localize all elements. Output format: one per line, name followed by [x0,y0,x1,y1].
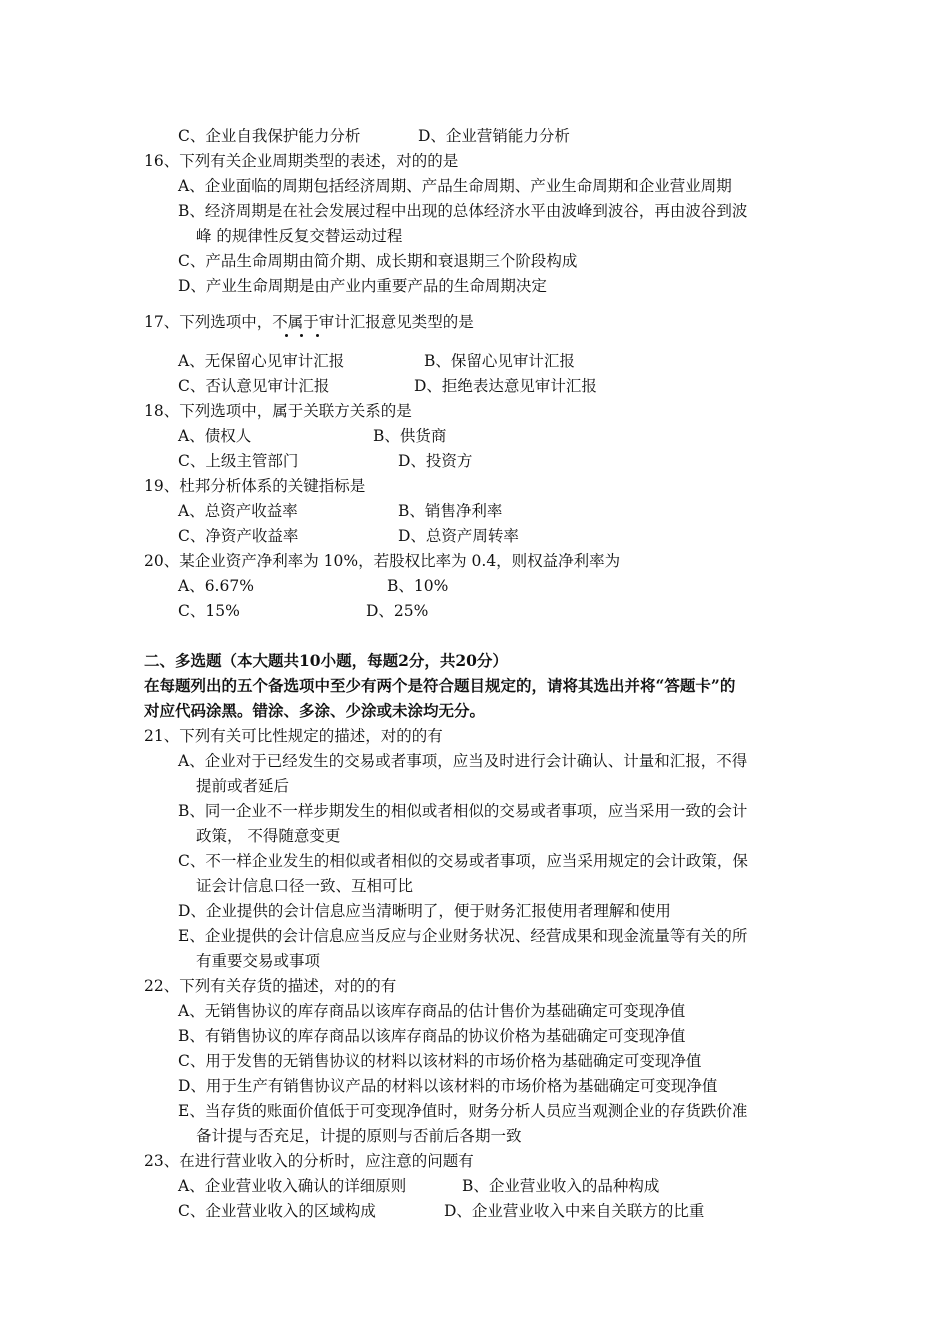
option-17b: B、保留心见审计汇报 [424,352,575,370]
option-16d: D、产业生命周期是由产业内重要产品的生命周期决定 [178,277,547,295]
section-instructions-line2: 对应代码涂黑。错涂、多涂、少涂或未涂均无分。 [144,701,486,720]
section-heading: 二、多选题（本大题共10小题，每题2分，共20分） [144,651,508,670]
option-22b: B、有销售协议的库存商品以该库存商品的协议价格为基础确定可变现净值 [178,1027,686,1045]
question-17-stem: 17、下列选项中，不属于审计汇报意见类型的是 [144,313,474,331]
question-19-stem: 19、杜邦分析体系的关键指标是 [144,477,366,495]
option-22c: C、用于发售的无销售协议的材料以该材料的市场价格为基础确定可变现净值 [178,1052,702,1070]
option-22e-line2: 备计提与否充足，计提的原则与否前后各期一致 [196,1127,522,1145]
option-15d: D、企业营销能力分析 [418,127,570,145]
option-20c: C、15% [178,602,240,620]
emphasis-dot [300,334,303,337]
option-19c: C、净资产收益率 [178,527,299,545]
option-22a: A、无销售协议的库存商品以该库存商品的估计售价为基础确定可变现净值 [178,1002,686,1020]
question-22-stem: 22、下列有关存货的描述，对的的有 [144,977,397,995]
option-15c: C、企业自我保护能力分析 [178,127,361,145]
question-21-stem: 21、下列有关可比性规定的描述，对的的有 [144,727,443,745]
option-23d: D、企业营业收入中来自关联方的比重 [444,1202,705,1220]
option-21e-line1: E、企业提供的会计信息应当反应与企业财务状况、经营成果和现金流量等有关的所 [178,927,748,945]
option-21c-line2: 证会计信息口径一致、互相可比 [196,877,414,895]
option-21d: D、企业提供的会计信息应当清晰明了，便于财务汇报使用者理解和使用 [178,902,671,920]
option-22d: D、用于生产有销售协议产品的材料以该材料的市场价格为基础确定可变现净值 [178,1077,718,1095]
option-23b: B、企业营业收入的品种构成 [462,1177,660,1195]
option-17c: C、否认意见审计汇报 [178,377,330,395]
option-22e-line1: E、当存货的账面价值低于可变现净值时，财务分析人员应当观测企业的存货跌价准 [178,1102,748,1120]
option-21e-line2: 有重要交易或事项 [196,952,321,970]
option-20d: D、25% [366,602,429,620]
option-19d: D、总资产周转率 [398,527,519,545]
option-21b-line1: B、同一企业不一样步期发生的相似或者相似的交易或者事项，应当采用一致的会计 [178,802,748,820]
question-18-stem: 18、下列选项中，属于关联方关系的是 [144,402,412,420]
emphasis-dot [285,334,288,337]
option-16b-line1: B、经济周期是在社会发展过程中出现的总体经济水平由波峰到波谷，再由波谷到波 [178,202,748,220]
option-19a: A、总资产收益率 [178,502,298,520]
option-20a: A、6.67% [178,577,254,595]
option-20b: B、10% [387,577,449,595]
option-16a: A、企业面临的周期包括经济周期、产品生命周期、产业生命周期和企业营业周期 [178,177,732,195]
option-16c: C、产品生命周期由简介期、成长期和衰退期三个阶段构成 [178,252,578,270]
option-21b-line2: 政策， 不得随意变更 [196,827,341,845]
option-17d: D、拒绝表达意见审计汇报 [414,377,597,395]
option-18c: C、上级主管部门 [178,452,299,470]
option-16b-line2: 峰 的规律性反复交替运动过程 [196,227,403,245]
option-23a: A、企业营业收入确认的详细原则 [178,1177,407,1195]
emphasis-dot [316,334,319,337]
option-18d: D、投资方 [398,452,473,470]
option-18a: A、债权人 [178,427,252,445]
question-16-stem: 16、下列有关企业周期类型的表述，对的的是 [144,152,459,170]
section-instructions-line1: 在每题列出的五个备选项中至少有两个是符合题目规定的，请将其选出并将“答题卡”的 [144,676,736,695]
option-19b: B、销售净利率 [398,502,503,520]
option-18b: B、供货商 [373,427,447,445]
option-21c-line1: C、不一样企业发生的相似或者相似的交易或者事项，应当采用规定的会计政策，保 [178,852,748,870]
question-23-stem: 23、在进行营业收入的分析时，应注意的问题有 [144,1152,474,1170]
option-23c: C、企业营业收入的区域构成 [178,1202,376,1220]
option-21a-line1: A、企业对于已经发生的交易或者事项，应当及时进行会计确认、计量和汇报，不得 [178,752,748,770]
option-21a-line2: 提前或者延后 [196,777,290,795]
question-20-stem: 20、某企业资产净利率为 10%，若股权比率为 0.4，则权益净利率为 [144,552,621,570]
option-17a: A、无保留心见审计汇报 [178,352,345,370]
